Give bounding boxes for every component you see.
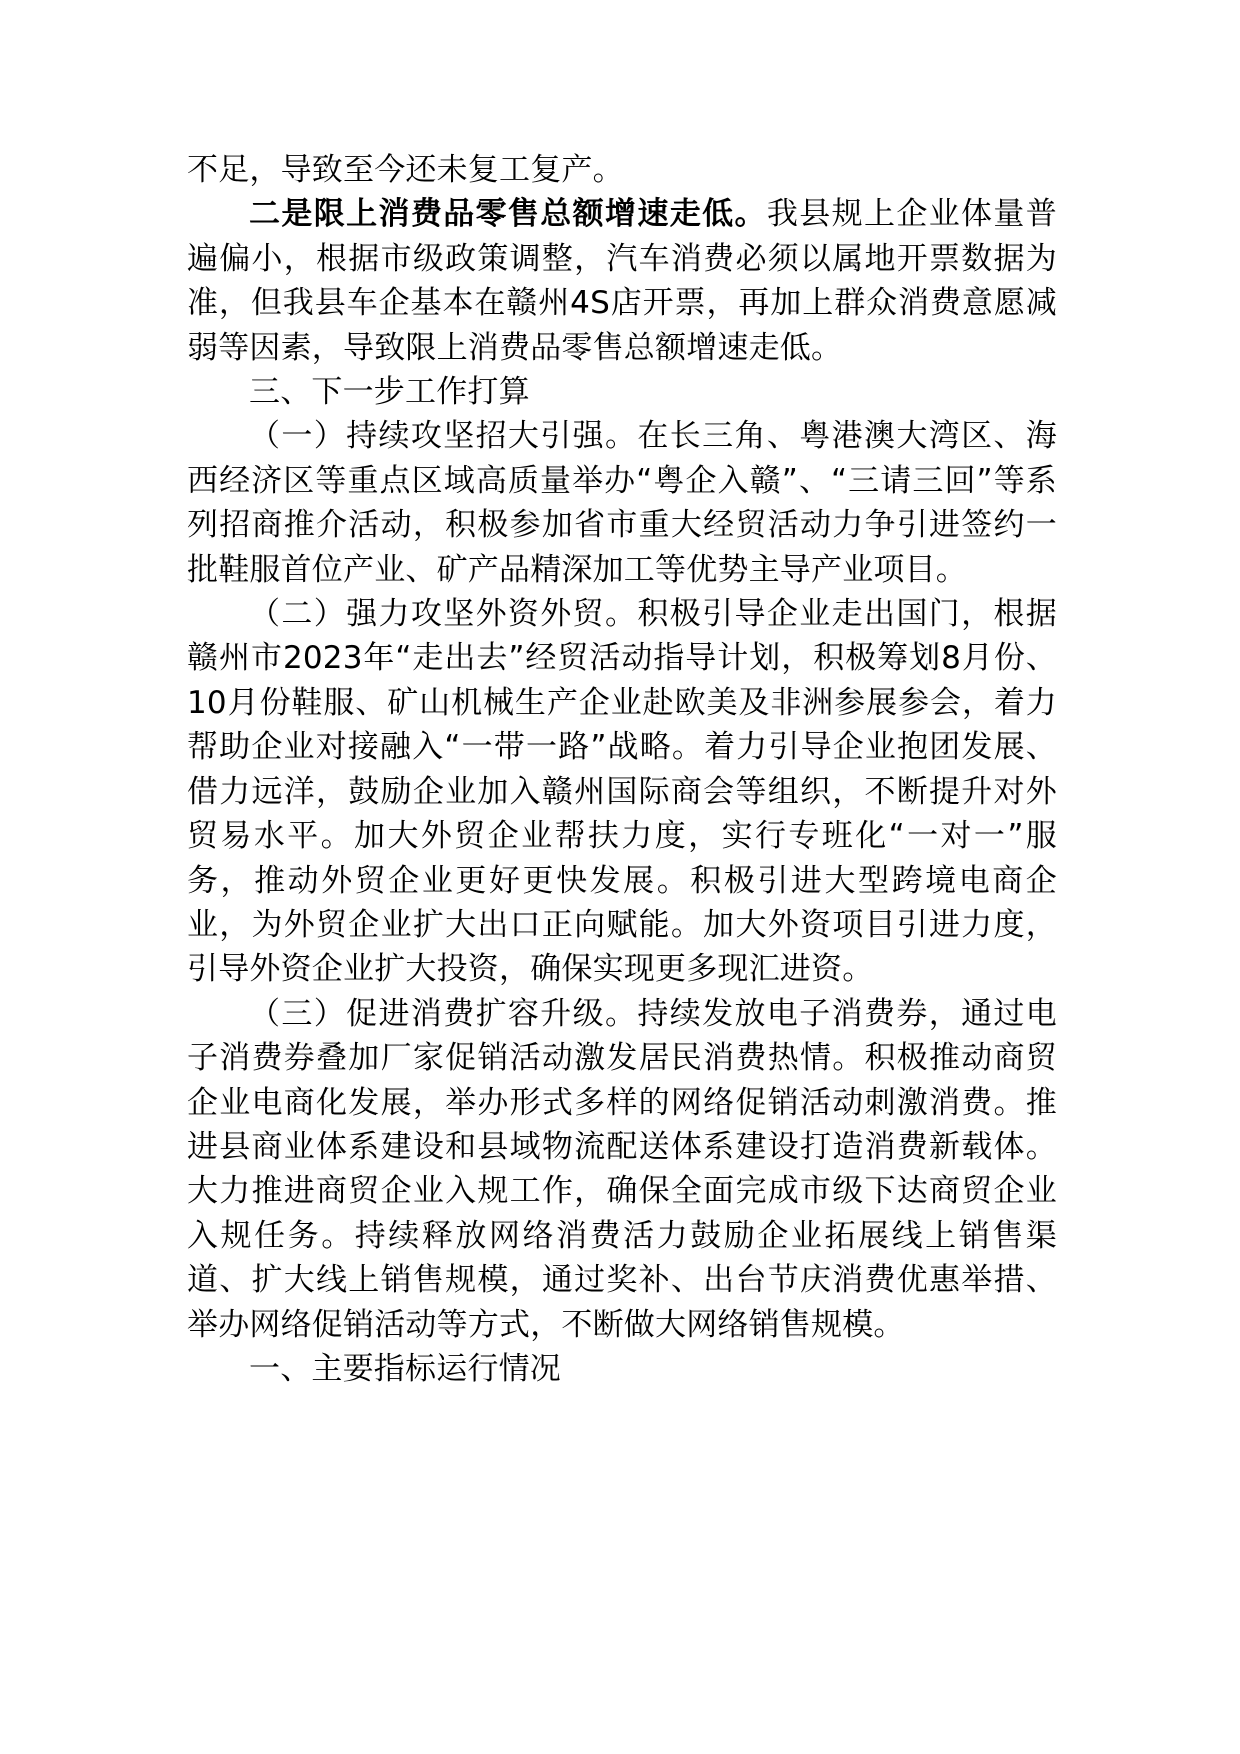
section-heading-next-steps: 三、下一步工作打算	[249, 374, 530, 411]
paragraph-investment: （一）持续攻坚招大引强。在长三角、粤港澳大湾区、海西经济区等重点区域高质量举办“粤企入赣”、“三请三回”等系列招商推介活动，积极参加省市重大经贸活动力争引进签约一批鞋服首位产业、矿产品精深加工等优势主导产业项目。	[187, 418, 1057, 588]
paragraph-consumption: （三）促进消费扩容升级。持续发放电子消费券，通过电子消费券叠加厂家促销活动激发居民消费热情。积极推动商贸企业电商化发展，举办形式多样的网络促销活动刺激消费。推进县商业体系建设和县域物流配送体系建设打造消费新载体。大力推进商贸企业入规工作，确保全面完成市级下达商贸企业入规任务。持续释放网络消费活力鼓励企业拓展线上销售渠道、扩大线上销售规模，通过奖补、出台节庆消费优惠举措、举办网络促销活动等方式，不断做大网络销售规模。	[187, 995, 1057, 1343]
paragraph-continuation: 不足，导致至今还未复工复产。	[187, 152, 624, 188]
section-heading-main-indicators: 一、主要指标运行情况	[249, 1350, 561, 1387]
paragraph-retail-sales	[187, 192, 1057, 370]
document-body	[187, 148, 1057, 1391]
paragraph-body-text: 我县规上企业体量普遍偏小，根据市级政策调整，汽车消费必须以属地开票数据为准，但我县车企基本在赣州4S店开票，再加上群众消费意愿减弱等因素，导致限上消费品零售总额增速走低。	[187, 196, 1057, 366]
paragraph-foreign-trade: （二）强力攻坚外资外贸。积极引导企业走出国门，根据赣州市2023年“走出去”经贸活动指导计划，积极筹划8月份、10月份鞋服、矿山机械生产企业赴欧美及非洲参展参会，着力帮助企业对接融入“一带一路”战略。着力引导企业抱团发展、借力远洋，鼓励企业加入赣州国际商会等组织，不断提升对外贸易水平。加大外贸企业帮扶力度，实行专班化“一对一”服务，推动外贸企业更好更快发展。积极引进大型跨境电商企业，为外贸企业扩大出口正向赋能。加大外资项目引进力度，引导外资企业扩大投资，确保实现更多现汇进资。	[187, 596, 1057, 988]
paragraph-bold-lead: 二是限上消费品零售总额增速走低。	[249, 196, 767, 233]
